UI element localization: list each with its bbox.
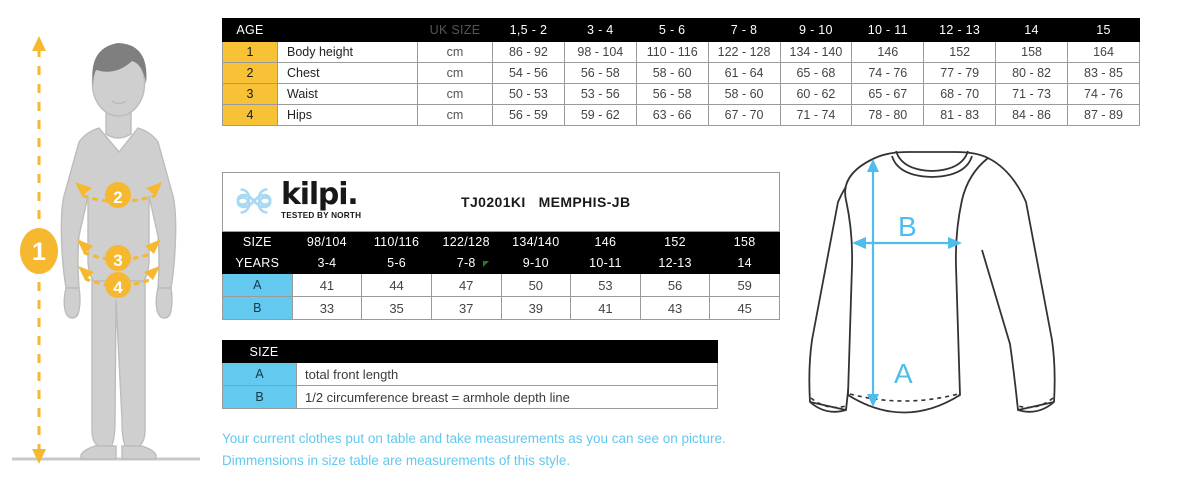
legend-header-row [223,341,718,363]
right-sleeve [982,158,1055,410]
height-arrow-head-bottom [32,449,46,464]
years-value-1: 5-6 [362,253,432,274]
age-header-14: 14 [996,19,1068,42]
age-row-1-label: Body height [278,42,418,63]
measure-a-v0: 41 [292,274,362,297]
age-table-header-row [223,19,1140,42]
size-value-2: 122/128 [431,232,501,253]
measure-b-label: B [898,211,917,242]
age-row-2-v5: 74 - 76 [852,63,924,84]
figure-marker-4: 4 [113,278,123,297]
figure-marker-1: 1 [32,238,46,266]
measure-a-v2: 47 [431,274,501,297]
product-code: TJ0201KI [461,194,526,210]
garment-body [845,152,988,406]
age-row-1-marker: 1 [223,42,278,63]
garment-measurement-illustration [790,140,1190,435]
measure-b-v3: 39 [501,297,571,320]
age-row-1-v4: 134 - 140 [780,42,852,63]
age-row-2-v7: 80 - 82 [996,63,1068,84]
age-header-15: 15 [1068,19,1140,42]
age-row-4-label: Hips [278,105,418,126]
age-row-2-v2: 58 - 60 [636,63,708,84]
size-value-4: 146 [571,232,641,253]
age-row-2-v4: 65 - 68 [780,63,852,84]
measure-a-v4: 53 [571,274,641,297]
age-row-4-v6: 81 - 83 [924,105,996,126]
years-value-6: 14 [710,253,780,274]
age-row-3-v5: 65 - 67 [852,84,924,105]
size-label: SIZE [223,232,293,253]
measure-b-v6: 45 [710,297,780,320]
measurement-legend-table [222,340,718,409]
age-header-12-13: 12 - 13 [924,19,996,42]
age-size-table [222,18,1140,126]
measure-b-v4: 41 [571,297,641,320]
years-value-2: 7-8 [431,253,501,274]
kilpi-tagline: TESTED BY NORTH [281,211,362,220]
age-row-3-v7: 71 - 73 [996,84,1068,105]
age-header-1-5-2: 1,5 - 2 [493,19,565,42]
years-value-4: 10-11 [571,253,641,274]
measure-b-v1: 35 [362,297,432,320]
size-value-0: 98/104 [292,232,362,253]
size-value-3: 134/140 [501,232,571,253]
age-row-3-v0: 50 - 53 [493,84,565,105]
years-row [223,253,780,274]
product-size-table [222,172,780,320]
age-row-1-v6: 152 [924,42,996,63]
measure-a-label: A [894,358,913,389]
body-measurement-illustration [0,0,215,492]
age-header-age: AGE [223,19,278,42]
age-row-3-unit: cm [418,84,493,105]
age-row-4-v4: 71 - 74 [780,105,852,126]
age-row-4-unit: cm [418,105,493,126]
table-row [223,363,718,386]
legend-a-description: total front length [297,363,718,386]
age-row-4-v1: 59 - 62 [564,105,636,126]
years-label: YEARS [223,253,293,274]
age-row-1-v2: 110 - 116 [636,42,708,63]
figure-marker-3: 3 [113,251,123,270]
age-row-3-v4: 60 - 62 [780,84,852,105]
age-row-1-v1: 98 - 104 [564,42,636,63]
age-row-3-marker: 3 [223,84,278,105]
age-row-1-unit: cm [418,42,493,63]
size-value-5: 152 [640,232,710,253]
age-row-2-label: Chest [278,63,418,84]
figure-marker-2: 2 [113,188,123,207]
age-row-2-v3: 61 - 64 [708,63,780,84]
legend-a-key: A [223,363,297,386]
note-line-2: Dimmensions in size table are measurements of this style. [222,453,571,468]
age-header-blank [278,19,418,42]
kilpi-knot-icon [231,178,277,224]
age-row-2-v6: 77 - 79 [924,63,996,84]
years-value-5: 12-13 [640,253,710,274]
age-row-1-v5: 146 [852,42,924,63]
age-row-4-v2: 63 - 66 [636,105,708,126]
table-row [223,63,1140,84]
table-row [223,84,1140,105]
measure-a-v3: 50 [501,274,571,297]
age-header-7-8: 7 - 8 [708,19,780,42]
measure-a-v6: 59 [710,274,780,297]
measure-b-v5: 43 [640,297,710,320]
table-row [223,297,780,320]
age-row-1-v0: 86 - 92 [493,42,565,63]
age-row-1-v3: 122 - 128 [708,42,780,63]
age-row-2-marker: 2 [223,63,278,84]
age-row-4-marker: 4 [223,105,278,126]
age-row-1-v8: 164 [1068,42,1140,63]
table-row [223,386,718,409]
age-header-9-10: 9 - 10 [780,19,852,42]
age-row-4-v3: 67 - 70 [708,105,780,126]
age-row-4-v7: 84 - 86 [996,105,1068,126]
age-header-5-6: 5 - 6 [636,19,708,42]
measure-b-v2: 37 [431,297,501,320]
age-row-3-label: Waist [278,84,418,105]
table-row [223,105,1140,126]
measurement-notes [222,428,726,472]
age-header-10-11: 10 - 11 [852,19,924,42]
age-row-3-v1: 53 - 56 [564,84,636,105]
legend-b-description: 1/2 circumference breast = armhole depth line [297,386,718,409]
measure-b-key: B [223,297,293,320]
years-value-0: 3-4 [292,253,362,274]
measure-a-v5: 56 [640,274,710,297]
measure-a-key: A [223,274,293,297]
kilpi-logo [231,178,361,224]
age-row-2-v8: 83 - 85 [1068,63,1140,84]
size-value-6: 158 [710,232,780,253]
legend-b-key: B [223,386,297,409]
product-name: MEMPHIS-JB [538,194,631,210]
green-corner-artifact [483,261,489,267]
size-value-1: 110/116 [362,232,432,253]
age-row-3-v3: 58 - 60 [708,84,780,105]
product-identifier [461,194,630,210]
age-header-3-4: 3 - 4 [564,19,636,42]
age-row-2-v1: 56 - 58 [564,63,636,84]
age-row-4-v5: 78 - 80 [852,105,924,126]
size-row [223,232,780,253]
age-row-4-v8: 87 - 89 [1068,105,1140,126]
kilpi-wordmark: kilpi. [281,177,358,212]
age-row-2-unit: cm [418,63,493,84]
table-row [223,274,780,297]
measure-b-v0: 33 [292,297,362,320]
legend-header-blank [297,341,718,363]
age-row-3-v8: 74 - 76 [1068,84,1140,105]
note-line-1: Your current clothes put on table and take measurements as you can see on picture. [222,431,726,446]
age-row-3-v2: 56 - 58 [636,84,708,105]
age-row-3-v6: 68 - 70 [924,84,996,105]
age-row-2-v0: 54 - 56 [493,63,565,84]
age-row-1-v7: 158 [996,42,1068,63]
table-row [223,42,1140,63]
age-header-uk-size: UK SIZE [418,19,493,42]
brand-header-cell [223,173,780,232]
brand-header-row [223,173,780,232]
height-arrow-head-top [32,36,46,51]
legend-header-size: SIZE [223,341,297,363]
age-row-4-v0: 56 - 59 [493,105,565,126]
measure-a-v1: 44 [362,274,432,297]
garment-hem [848,395,960,413]
years-value-3: 9-10 [501,253,571,274]
